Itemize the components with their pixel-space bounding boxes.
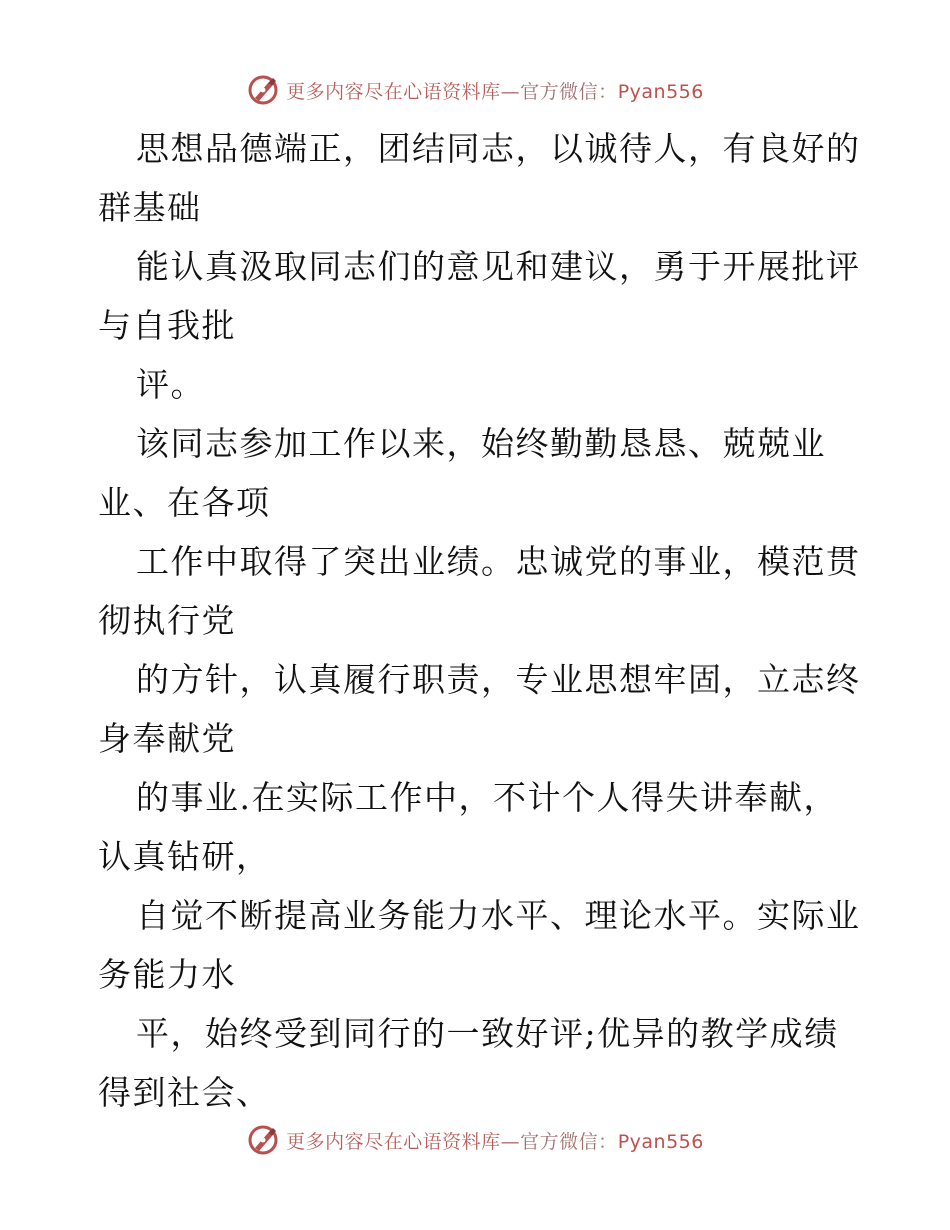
body-line: 与自我批 bbox=[98, 306, 236, 345]
body-line: 业、在各项 bbox=[98, 483, 271, 522]
body-line: 的事业.在实际工作中，不计个人得失讲奉献， bbox=[136, 778, 838, 817]
body-line: 群基础 bbox=[98, 188, 202, 227]
pen-logo-icon bbox=[246, 1123, 280, 1157]
body-line: 得到社会、 bbox=[98, 1073, 271, 1112]
document-body bbox=[98, 119, 861, 1122]
body-line: 自觉不断提高业务能力水平、理论水平。实际业 bbox=[136, 896, 861, 935]
banner-text bbox=[286, 77, 704, 104]
body-line: 平，始终受到同行的一致好评;优异的教学成绩 bbox=[136, 1014, 839, 1053]
body-line: 该同志参加工作以来，始终勤勤恳恳、兢兢业 bbox=[136, 424, 826, 463]
banner-wechat-id: Pyan556 bbox=[617, 1130, 704, 1153]
body-line: 思想品德端正，团结同志，以诚待人，有良好的 bbox=[136, 129, 861, 168]
banner-wechat-label: 官方微信： bbox=[520, 1130, 618, 1153]
banner-wechat-id: Pyan556 bbox=[617, 80, 704, 103]
body-line: 务能力水 bbox=[98, 955, 236, 994]
body-line: 身奉献党 bbox=[98, 719, 236, 758]
body-line: 能认真汲取同志们的意见和建议，勇于开展批评 bbox=[136, 247, 861, 286]
body-line: 认真钻研， bbox=[98, 837, 271, 876]
pen-logo-icon bbox=[246, 73, 280, 107]
banner-site-name: 更多内容尽在心语资料库 bbox=[286, 1130, 501, 1153]
banner-text bbox=[286, 1127, 704, 1154]
body-line: 评。 bbox=[136, 365, 205, 404]
body-line: 的方针，认真履行职责，专业思想牢固，立志终 bbox=[136, 660, 861, 699]
banner-wechat-label: 官方微信： bbox=[520, 80, 618, 103]
banner-site-name: 更多内容尽在心语资料库 bbox=[286, 80, 501, 103]
footer-banner bbox=[0, 1120, 950, 1160]
body-line: 彻执行党 bbox=[98, 601, 236, 640]
banner-separator: — bbox=[500, 80, 521, 103]
header-banner bbox=[0, 70, 950, 110]
body-line: 工作中取得了突出业绩。忠诚党的事业，模范贯 bbox=[136, 542, 861, 581]
banner-separator: — bbox=[500, 1130, 521, 1153]
